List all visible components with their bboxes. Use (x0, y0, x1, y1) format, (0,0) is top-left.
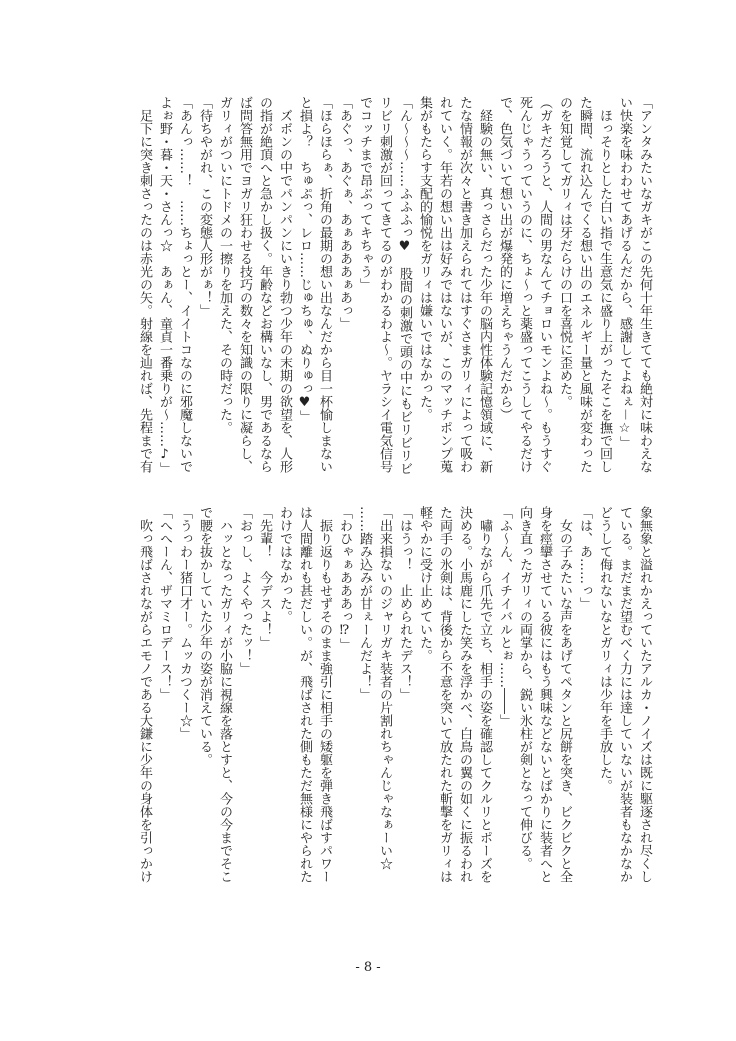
text-line: どうして侮れないなとガリィは少年を手放した。 (597, 506, 612, 792)
text-line: わけではなかった。 (277, 506, 292, 623)
text-line: 「待ちやがれ、この変態人形がぁ！」 (197, 96, 212, 317)
text-line: 死んじゃうっていうのに、ちょ～っと薬盛ってこうしてやるだけ (517, 96, 532, 473)
text-line: ている。まだまだ望むべく力には達していないが装者もなかなか (617, 506, 632, 883)
text-line: 経験の無い、真っさらだった少年の脳内性体験記憶領域に、新 (477, 96, 492, 473)
text-line: れていく。年若の想い出は好みではないが、このマッチポンプ蒐 (437, 96, 452, 473)
text-line: 身を痙攣させている彼にはもう興味などないとばかりに装者へと (537, 506, 552, 883)
text-line: 「はうっ！ 止められたデス！」 (397, 506, 412, 701)
text-line: 「出来損ないのジャリガキ装者の片割れちゃんじゃなぁーい☆ (377, 506, 392, 870)
text-line: 「へへーん、ザマミロデース！」 (157, 506, 172, 701)
text-line: ハッとなったガリィが小脇に視線を落とすと、今の今までそこ (217, 506, 232, 883)
text-line: は人間離れも甚だしい。が、飛ばされた側もただ無様にやられた (297, 506, 312, 883)
text-line: た瞬間、流れ込んでくる想い出のエネルギー量と風味が変わった (577, 96, 592, 473)
text-line: ば問答無用でヨガリ狂わせる技巧の数々を知識の限りに凝らし、 (237, 96, 252, 473)
text-line: 向き直ったガリィの両掌から、鋭い氷柱が剣となって伸びる。 (517, 506, 532, 870)
bottom-text-block (126, 506, 654, 906)
text-line: 「は、あ……っ」 (577, 506, 592, 610)
text-line: 女の子みたいな声をあげてペタンと尻餅を突き、ビクビクと全 (557, 506, 572, 883)
text-line: 「ふ～ん、イチイバルとぉ……――」 (497, 506, 512, 727)
text-line: 「おっし、よくやったッ！」 (237, 506, 252, 675)
text-line: の指が絶頂へと急かし扱く。年齢などお構いなし、男であるなら (257, 96, 272, 473)
top-text-block (126, 96, 654, 506)
text-line: 吹っ飛ばされながらエモノである大鎌に少年の身体を引っかけ (137, 506, 152, 883)
text-line: た両手の氷剣は、背後から不意を突いて放たれた斬撃をガリィは (437, 506, 452, 883)
text-line: 象無象と溢れかえっていたアルカ・ノイズは既に駆逐され尽くし (637, 506, 652, 883)
text-line: よぉ野・暮・天・さんっ☆ あぁん、童貞一番乗りが～……♪」 (157, 96, 172, 475)
text-line: 振り返りもせずそのまま強引に相手の矮躯を弾き飛ばすパワー (317, 506, 332, 883)
text-line: 「わひゃぁあああっ⁉」 (337, 506, 352, 651)
text-line: 集がもたらす支配的愉悦をガリィは嫌いではなかった。 (417, 96, 432, 421)
text-line: ズボンの中でパンパンにいきり勃つ少年の末期の欲望を、人形 (277, 96, 292, 473)
text-line: と損よ？ ちゅぷっ、レロ……じゅちゅ、ぬりゅっ♥」 (297, 96, 312, 423)
text-line: 決める。小馬鹿にした笑みを浮かべ、白鳥の翼の如くに振るわれ (457, 506, 472, 883)
text-line: 「先輩！ 今デスよ！」 (257, 506, 272, 649)
text-line: のを知覚してガリィは牙だらけの口を喜悦に歪めた。 (557, 96, 572, 408)
text-line: リビリ刺激が回ってきてるのがわかるわよ～。ヤラシイ電気信号 (377, 96, 392, 473)
page-number: - 8 - (355, 960, 381, 975)
text-line: 「あぐっ、あぐぁ、あぁあああぁあっ」 (337, 96, 352, 330)
text-line: 「ん～～～……ふふふっ♥ 股間の刺激で頭の中にもビリビリビ (397, 96, 412, 475)
text-line: （ガキだろうと、人間の男なんてチョロいモンよね～。もうすぐ (537, 96, 552, 473)
text-line: ほっそりとした白い指で生意気に盛り上がったそこを撫で回し (597, 96, 612, 473)
text-line: 嘯りながら爪先で立ち、相手の姿を確認してクルリとポーズを (477, 506, 492, 883)
text-line: で腰を抜かしていた少年の姿が消えている。 (197, 506, 212, 766)
text-line: い快楽を味わわせてあげるんだから、感謝してよねぇ－☆」 (617, 96, 632, 449)
text-line: 「うっわー猪口才ー。ムッカつくー☆」 (177, 506, 192, 740)
text-line: 「アンタみたいなガキがこの先何十年生きてても絶対に味わえな (637, 96, 652, 473)
text-line: 足下に突き刺さったのは赤光の矢。射線を辿れば、先程まで有 (137, 96, 152, 473)
text-line: ガリィがついにトドメの一擦りを加えた、その時だった。 (217, 96, 232, 434)
text-line: 「あんっ……！ ……ちょっとー、イイトコなのに邪魔しないで (177, 96, 192, 473)
text-line: たな情報が次々と書き加えられてはすぐさまガリィによって吸わ (457, 96, 472, 473)
text-line: 軽やかに受け止めていた。 (417, 506, 432, 662)
text-line: ……踏み込みが甘ぇーんだよ！」 (357, 506, 372, 701)
text-line: 「ほらほらぁ、折角の最期の想い出なんだから目一杯愉しまない (317, 96, 332, 473)
text-line: で、色気づいて想い出が爆発的に増えちゃうんだから） (497, 96, 512, 421)
text-line: でコッチまで昂ぶってキちゃう」 (357, 96, 372, 291)
